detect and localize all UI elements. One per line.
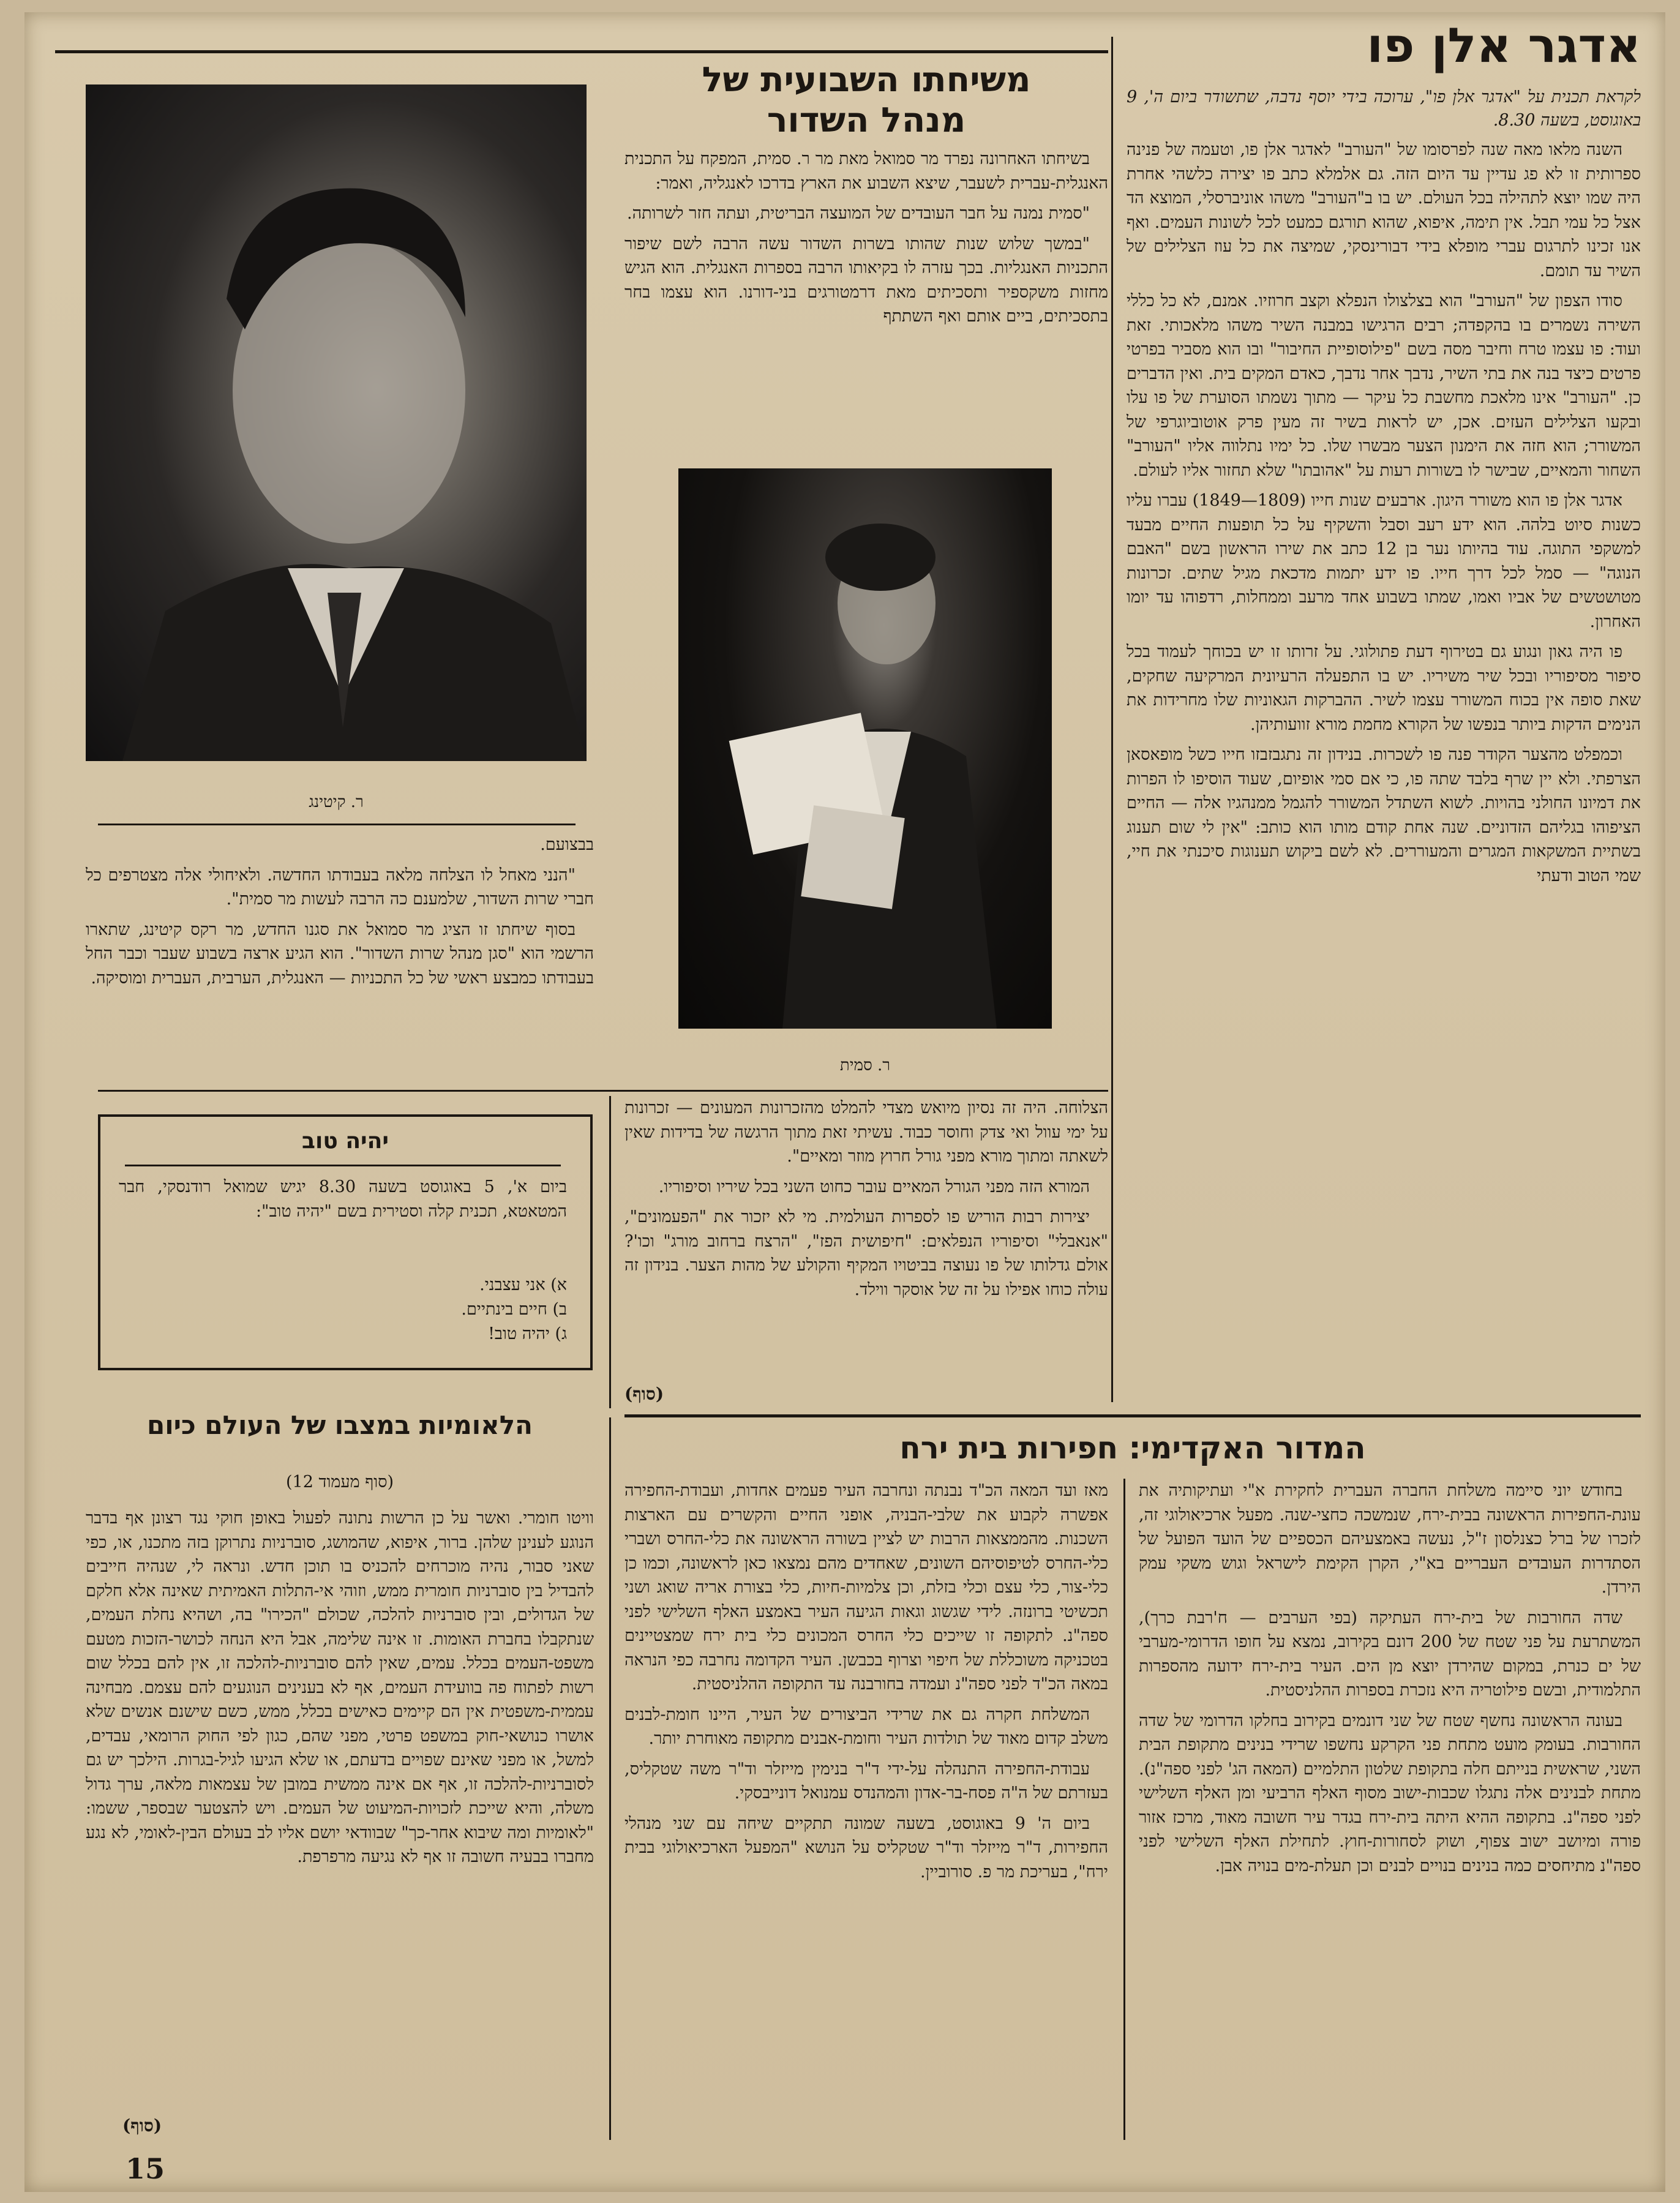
poe-article-body [1127,138,1641,1381]
poe-continuation-paragraph: יצירות רבות הוריש פו לספרות העולמית. מי לא יזכור את "הפעמונים", "אנאבלי" וסיפוריו הנפלאים: "חיפושית הפז", "הרצח ברחוב מורג" וכו'? אולם גדלותו של פו נעוצה בביטויו המקיף והקולע של מהות הצער. בנידון זה עולה כוחו אפילו על זה של אוסקר ווילד. [624,1207,1108,1299]
magazine-page [24,12,1665,2192]
lower-section-rule [624,1414,1641,1417]
nationalism-article-subtitle: (סוף מעמוד 12) [285,1473,394,1492]
academic-paragraph: עבודת-החפירה התנהלה על-ידי ד"ר בנימין מייזלר וד"ר משה שטקליס, בעזרתם של ה"ה פסח-בר-אדון והמהנדס עמנואל דונייבסקי. [624,1759,1108,1803]
smith-photo-caption: ר. סמית [839,1056,891,1075]
academic-article-title: המדור האקדימי: חפירות בית ירח [899,1430,1366,1466]
academic-col-left [624,1479,1108,2140]
poe-end-mark: (סוף) [624,1384,664,1404]
keating-photo-caption: ר. קיטינג [309,793,364,811]
yihye-tov-item: א) אני עצבני. [479,1275,567,1294]
top-rule [55,50,1108,53]
academic-paragraph: המשלחת חקרה גם את שרידי הביצורים של העיר, היינו חומת-לבנים משלב קדום מאוד של תולדות העיר וחומת-אבנים מתקופה מאוחרת יותר. [624,1705,1108,1748]
yihye-tov-items [119,1273,567,1346]
yihye-tov-title: יהיה טוב [302,1128,389,1154]
poe-paragraph: וכמפלט מהצער הקודר פנה פו לשכרות. בנידון זה נתגבזבזו חייו כשל מופאסאן הצרפתי. ולא יין שרף בלבד שתה פו, כי אם סמי אופיום, שעוד הוסיפו לו הפרות את דמיונו החולני בהויות. לשוא השתדל המשורר להגמל ממנהגיו אלה — החיים הציפוהו בגליהם הזדוניים. שנה אחת קודם מותו הוא כותב: "אין לי שום תענוג בשתיית המשקאות המגרים והמעוררים. לא לשם ביקוש תענוגות סיכנתי את חיי, שמי הטוב ודעתי [1127,745,1641,885]
smith-photo [678,468,1052,1029]
poe-continuation-paragraph: הצלוחה. היה זה נסיון מיואש מצדי להמלט מהזכרונות המעונים — זכרונות על ימי עוול ואי צדק וחוסר כבוד. עשיתי זאת מתוך הרגשה של בדידות שאין לשאתה ומתוך מורא מפני גורל חרוץ מוזר ומאיים". [624,1098,1108,1166]
keating-paragraph: בסוף שיחתו זו הציג מר סמואל את סגנו החדש, מר רקס קיטינג, שתארו הרשמי הוא "סגן מנהל שרות השדור". הוא הגיע ארצה בשבוע שעבר וכבר החל בעבודתו כמבצע ראשי של כל התכניות — האנגלית, הערבית, העברית ומוסיקה. [86,920,594,988]
yihye-tov-box [98,1114,593,1370]
column-divider [609,1096,611,1408]
section-rule [98,1090,1108,1092]
yihye-tov-item: ג) יהיה טוב! [488,1324,567,1343]
keating-photo [86,84,587,761]
poe-continuation-body [624,1096,1108,1414]
poe-paragraph: פו היה גאון ונגוע גם בטירוף דעת פתולוגי. על זרותו זו יש בכוחך לעמוד בכל סיפור מסיפוריו ובכל שיר משיריו. יש בו התפעלה הרעיונית המרקיעה שחקים, שאת סופה אין בכוח המשורר עצמו לשיר. ההברקות הגאוניות שלו מחרידות את הנימים הדקות ביותר בנפשו של הקורא מחמת מורא זוועותיהן. [1127,642,1641,734]
keating-paragraph: בבצועם. [540,835,594,854]
keating-photo-illustration [86,84,587,761]
keating-paragraph: "הנני מאחל לו הצלחה מלאה בעבודתו החדשה. ולאיחולי אלה מצטרפים כל חברי שרות השדור, שלמענם כה הרבה לעשות מר סמית". [86,865,594,909]
director-talk-body [624,147,1108,435]
caption-rule [98,824,576,825]
smith-photo-illustration [678,468,1052,1029]
director-talk-paragraph: בשיחתו האחרונה נפרד מר סמואל מאת מר ר. סמית, המפקח על התכנית האנגלית-עברית לשעבר, שיצא השבוע את הארץ בדרכו לאנגליה, ואמר: [624,149,1108,193]
academic-paragraph: בעונה הראשונה נחשף שטח של שני דונמים בקירוב בחלקו הדרומי של שדה החורבות. בעומק מועט מתחת פני הקרקע נחשפו שרידי בנינים מתקופת הבית השני, שראשית בנייתם חלה בתקופת שלטון התלמיים (המאה הג' לפני ספה"נ). מתחת לבנינים אלה נתגלו שכבות-ישוב מסוף האלף הרביעי ומן האלף השלישי לפני ספה"נ. בתקופה ההיא היתה בית-ירח בגדר עיר חשובה מאוד, מרכז אזור פורה ומיושב ישוב צפוף, ושוק לסחורות-חוץ. לתחילת האלף השלישי לפני ספה"נ מתיחסים כמה בנינים בנויים לבנים וכן תעלת-מים בנויה אבן. [1139,1711,1641,1875]
nationalism-article-body [86,1506,594,2125]
keating-text-body [86,833,594,1078]
nationalism-article-title: הלאומיות במצבו של העולם כיום [146,1410,533,1440]
director-talk-paragraph: "סמית נמנה על חבר העובדים של המועצה הבריטית, ועתה חזר לשרותה. [627,204,1090,223]
director-talk-title-line1: משיחתו השבועית של [702,60,1031,100]
column-divider [609,1417,611,2140]
column-divider [1111,37,1113,1402]
page-number: 15 [126,2152,165,2185]
director-talk-title [624,60,1108,141]
column-divider [1123,1479,1125,2140]
poe-paragraph: אדגר אלן פו הוא משורר היגון. ארבעים שנות חייו (1809—1849) עברו עליו כשנות סיוט בלהה. הוא ידע רעב וסבל והשקיף על כל תופעות החיים מבעד למשקפי התוגה. עוד בהיותו נער בן 12 כתב את שירו הראשון בשם "האבם הנוגה" — סמל לכל דרך חייו. פו ידע יתמות מדכאת מגיל שתים. זכרונות מטושטשים של אביו ואמו, שמתו בשבוע אחד מרעב וממחלות, רדפוהו עד יומו האחרון. [1127,491,1641,631]
academic-paragraph: ביום ה' 9 באוגוסט, בשעה שמונה תתקיים שיחה עם שני מנהלי החפירות, ד"ר מייזלר וד"ר שטקליס על הנושא "המפעל הארכיאולוגי בבית ירח", בעריכת מר פ. סורוביין. [624,1814,1108,1882]
box-title-rule [125,1165,561,1166]
poe-paragraph: השנה מלאו מאה שנה לפרסומו של "העורב" לאדגר אלן פו, וטעמה של פנינה ספרותית זו לא פג עדיין עד היום הזה. גם אלמלא כתב פו יצירה כלשהי אחרת היה שמו יוצא לתהילה בכל העולם. יש בו ב"העורב" משהו אוניברסלי, המוצא הד אצל כל עמי תבל. אין תימה, איפוא, שהוא תורגם כמעט לכל לשונות העמים. ואף אנו זכינו לתרגום עברי מופלא בידי דבורינסקי, שמיצה את כל עוז הצלילים של השיר עד תומם. [1127,140,1641,280]
academic-paragraph: מאז ועד המאה הכ"ד נבנתה ונחרבה העיר פעמים אחדות, ועבודת-החפירה אפשרה לקבוע את שלבי-הבניה, אופני החיים והקשרים עם הארצות השכנות. מהממצאות הרבות יש לציין בשורה הראשונה את כלי-החרס ושברי כלי-החרס לטיפוסיהם השונים, שאחדים מהם נמצאו כאן לראשונה, וכמו כן כלי-צור, כלי עצם וכלי בזלת, וכן צלמיות-חיות, כלי בצורת אריה שואג ושני תכשיטי ברונזה. לידי שגשוג וגאות הגיעה העיר באמצע האלף השלישי לפני ספה"נ. לתקופה זו שייכים כלי החרס המכונים כלי בית ירח שמצטיינים בטכניקה משוכללת של חיפוי וצרוף בכבשן. העיר הקדומה נחרבה כפי הנראה במאה הכ"ד לפני ספה"נ ועמדה בחורבנה עד התקופה ההלניסטית. [624,1481,1108,1694]
yihye-tov-item: ב) חיים בינתיים. [461,1300,567,1319]
director-talk-title-line2: מנהל השדור [767,100,966,140]
poe-continuation-paragraph: המורא הזה מפני הגורל המאיים עובר כחוט השני בכל שיריו וסיפוריו. [658,1177,1090,1196]
director-talk-paragraph: "במשך שלוש שנות שהותו בשרות השדור עשה הרבה לשם שיפור התכניות האנגליות. בכך עזרה לו בקיאותו הרבה בספרות האנגלית. הוא הגיש מחזות משקספיר ותסכיתים מאת דרמטורגים בני-דורנו. הוא עצמו בחר בתסכיתים, ביים אותם ואף השתתף [624,234,1108,326]
yihye-tov-text: ביום א', 5 באוגוסט בשעה 8.30 יגיש שמואל רודנסקי, חבר המטאטא, תכנית קלה וסטירית בשם "יהיה טוב": [119,1177,567,1221]
nationalism-paragraph: וויטו חומרי. ואשר על כן הרשות נתונה לפעול באופן חוקי נגד רצונן אף בדבר הנוגע לענינן שלהן. ברור, איפוא, שהמושג, סוברניות נתרוקן בזה מתכנו, או, כפי שאני סבור, נהיה מוכרחים להכניס בו תוכן חדש. ונראה לי, שנהיה חייבים להבדיל בין סוברניות חומרית ממש, וזוהי אי-התלות האמיתית שאינה אלא חלקם של הגדולים, ובין סוברניות להלכה, שכולם "הכירו" בה, ושהיא נחלת העמים, שנתקבלו בחברת האומות. זו אינה שלימה, אבל היא הנחה לכושר-הזכות מטעם משפט-העמים בכלל. עמים, שאין להם סוברניות-להלכה זו, אין להם בכלל שום רשות לפתוח פה בוועידת העמים, אף לא בענינים הנוגעים להם עצמם. מבחינה עממית-משפטית אין הם קיימים כאישים בכלל, ממש, כשם שישנם אנשים שלא אושרו כנושאי-חוק במשפט פרטי, מפני שהם, כגון לפי החוק הרומאי, עבדים, למשל, או מפני שאינם שפויים בדעתם, או שלא הגיעו לגיל-בגרות. הילכך יש גם לסוברניות-להלכה זו, אף אם אינה ממשית במובן של עצמאות מלאה, ערך גדול משלה, והיא שייכת לזכויות-המיעוט של העמים. ויש להצטער שבספר, ששמו: "לאומיות ומה שיבוא אחר-כך" שבוודאי יושם אליו לב בעולם הבין-לאומי, לא נגע מחברו בבעיה חשובה זו אף לא נגיעה מרפרפת. [86,1509,594,1866]
academic-paragraph: שדה החורבות של בית-ירח העתיקה (בפי הערבים — ח'רבת כרך), המשתרעת על פני שטח של 200 דונם בקירוב, נמצא על חופו הדרומי-מערבי של ים כנרת, במקום שהירדן יוצא מן הים. העיר בית-ירח ידועה מהספרות התלמודית, ובשם פילוטריה היא נזכרת בספרות ההלניסטית. [1139,1608,1641,1700]
poe-article-title: אדגר אלן פו [1367,18,1641,73]
nationalism-end-mark: (סוף) [122,2115,162,2136]
academic-col-right [1139,1479,1641,2140]
academic-paragraph: בחודש יוני סיימה משלחת החברה העברית לחקירת א"י ועתיקותיה את עונת-החפירות הראשונה בבית-ירח, שנמשכה כחצי-שנה. מפעל ארכיאולוגי זה, לזכרו של ברל כצנלסון ז"ל, נעשה באמצעיהם הכספיים של הועד הפועל של הסתדרות העובדים העבריים בא"י, הקרן הקימת לישראל וגוש משקי עמק הירדן. [1139,1481,1641,1597]
poe-article-intro: לקראת תכנית על "אדגר אלן פו", ערוכה בידי יוסף נדבה, שתשודר ביום ה', 9 באוגוסט, בשעה 8.30. [1127,88,1641,130]
poe-paragraph: סודו הצפון של "העורב" הוא בצלצולו הנפלא וקצב חרוזיו. אמנם, לא כל כללי השירה נשמרים בו בהקפדה; רבים הרגישו במבנה השיר משהו מלאכותי. זאת ועוד: פו עצמו טרח וחיבר מסה בשם "פילוסופיית החיבור" ובו הוא מסביר בפרטי פרטים כיצד בנה את בתי השיר, נדבך אחר נדבך, כאדם המקים בית. ואין הדברים כן. "העורב" אינו מלאכת מחשבת כל עיקר — מתוך נשמתו הסוערת של פו עלו ובקעו הצלילים העזים. אכן, יש לראות בשיר זה מעין פרק אוטוביוגרפי של המשורר; הוא חזה את הימנון הצער מבשרו שלו. כל ימיו נתלווה אליו "העורב" השחור והמאיים, שבישר לו בשורות רעות על "אהובתו" שלא תחזור אליו לעולם. [1127,291,1641,480]
